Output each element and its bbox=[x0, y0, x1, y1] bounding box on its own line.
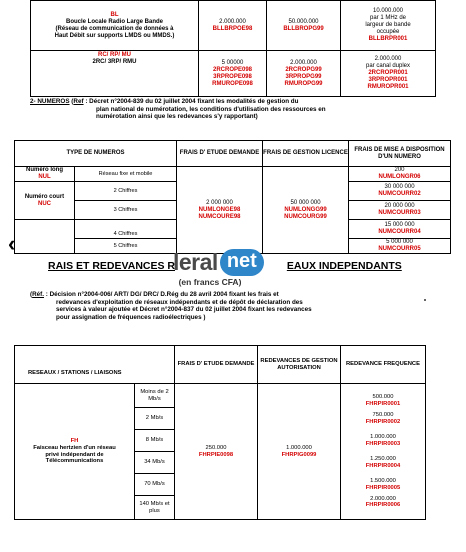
numero-long-label: Numéro long bbox=[26, 167, 63, 173]
reseaux-reference-text: (Réf. : Décision n°2004-006/ ART/ DG/ DRC/ D.Rég du 28 avril 2004 fixant les frais et redevances d'exploitation de réseaux indépendants et de dépôt de déclaration des services à valeur ajoutée et Décret n°2004-837 du 02 juillet 2004 fixant les redevances pour assignation de fréquences radioélectriques ) bbox=[30, 291, 450, 321]
mise-value: 200 bbox=[394, 167, 405, 173]
bl-etude-code: BLLBRPOE98 bbox=[212, 25, 253, 32]
speed-label: 34 Mb/s bbox=[135, 452, 175, 474]
freq-value: 1.250.000 bbox=[370, 455, 396, 462]
freq-code: FHRPIR0005 bbox=[365, 484, 401, 491]
speed-label: 2 Mb/s bbox=[135, 408, 175, 430]
table-row bbox=[15, 384, 426, 408]
rc-etude-code: 2RCROPE098 bbox=[212, 66, 253, 73]
speed-label: Moins de 2 Mb/s bbox=[135, 384, 175, 408]
speed-label: 70 Mb/s bbox=[135, 474, 175, 496]
rc-etude-code: RMUROPE098 bbox=[212, 80, 253, 87]
fh-desc-line: privé indépendant de bbox=[45, 451, 104, 458]
bl-desc-line: Boucle Locale Radio Large Bande bbox=[65, 18, 164, 25]
header-mise: FRAIS DE MISE A DISPOSITION D'UN NUMERO bbox=[349, 141, 451, 167]
bl-desc-line: (Réseau de communication de données à bbox=[55, 25, 174, 32]
mise-cell bbox=[349, 239, 451, 254]
mise-value: 5 000 000 bbox=[386, 239, 413, 245]
header-etude: FRAIS D' ETUDE DEMANDE bbox=[177, 141, 263, 167]
rc-freq-code: 3RPROPR001 bbox=[368, 77, 408, 83]
fh-etude-value: 250.000 bbox=[205, 444, 227, 451]
freq-cell bbox=[341, 408, 426, 430]
gestion-code: NUMCOURG99 bbox=[284, 213, 327, 220]
table-row bbox=[31, 51, 436, 97]
fh-desc-line: Télécommunications bbox=[45, 458, 104, 465]
bl-freq-code: BLLBRPR001 bbox=[368, 36, 408, 42]
bl-gestion-value: 50.000.000 bbox=[288, 18, 319, 25]
chiffres-label: 2 Chiffres bbox=[75, 182, 177, 201]
etude-code: NUMLONGE98 bbox=[198, 206, 241, 213]
freq-code: FHRPIR0001 bbox=[365, 400, 401, 407]
header-gestion: FRAIS DE GESTION LICENCE bbox=[263, 141, 349, 167]
freq-cell bbox=[341, 496, 426, 520]
gestion-code: NUMLONGG99 bbox=[284, 206, 327, 213]
etude-code: NUMCOURE98 bbox=[198, 213, 241, 220]
rc-gestion-cell bbox=[267, 51, 341, 97]
freq-cell bbox=[341, 452, 426, 474]
table-row bbox=[31, 1, 436, 51]
mise-cell bbox=[349, 167, 451, 182]
reseaux-independants-table bbox=[14, 345, 426, 520]
speed-label: 8 Mb/s bbox=[135, 430, 175, 452]
header-gestion: REDEVANCES DE GESTION AUTORISATION bbox=[258, 346, 341, 384]
freq-code: FHRPIR0002 bbox=[365, 418, 401, 425]
numero-court-label: Numéro court bbox=[24, 193, 65, 200]
numero-court-cell bbox=[15, 182, 75, 220]
freq-value: 750.000 bbox=[372, 411, 394, 418]
rc-freq-value: 2.000.000 bbox=[374, 56, 402, 62]
table-header-row bbox=[15, 141, 451, 167]
rc-etude-value: 5 00000 bbox=[221, 59, 244, 66]
previous-arrow-icon[interactable]: ‹ bbox=[8, 231, 16, 256]
licence-fees-table bbox=[30, 0, 436, 97]
mise-code: NUMCOURR02 bbox=[378, 191, 421, 197]
fh-gestion-cell bbox=[258, 384, 341, 520]
bl-freq-line: occupée bbox=[376, 29, 400, 35]
rc-gestion-value: 2.000.000 bbox=[290, 59, 317, 66]
table-header-row bbox=[15, 346, 426, 384]
mise-code: NUMCOURR05 bbox=[378, 246, 421, 252]
rc-description-cell bbox=[31, 51, 199, 97]
bl-gestion-cell bbox=[267, 1, 341, 51]
currency-subheading: (en francs CFA) bbox=[178, 277, 242, 287]
ref-text: plan national de numérotation, les conditions d'utilisation des ressources en bbox=[96, 105, 326, 113]
ref-label: Réf. bbox=[32, 291, 45, 298]
mise-code: NUMLONGR06 bbox=[378, 174, 421, 180]
chiffres-label: 5 Chiffres bbox=[75, 239, 177, 254]
mise-value: 30 000 000 bbox=[384, 184, 415, 190]
ref-text: services à valeur ajoutée et Décret n°2004-837 du 02 juillet 2004 fixant les redevances bbox=[56, 306, 312, 314]
logo-badge-text: net bbox=[226, 250, 257, 272]
ref-text: pour assignation de fréquences radioélectriques ) bbox=[56, 313, 206, 321]
fh-gestion-code: FHRPIG0099 bbox=[281, 451, 317, 458]
header-empty bbox=[135, 346, 175, 384]
logo-text: leral bbox=[173, 249, 218, 275]
freq-cell bbox=[341, 474, 426, 496]
freq-code: FHRPIR0004 bbox=[365, 462, 401, 469]
fh-description-cell bbox=[15, 384, 135, 520]
chiffres-label: 3 Chiffres bbox=[75, 201, 177, 220]
rc-freq-code: 2RCROPR001 bbox=[368, 70, 408, 76]
fixe-mobile-label: Réseau fixe et mobile bbox=[75, 167, 177, 182]
section-heading: 2- NUMEROS bbox=[30, 98, 70, 105]
rc-title: RC/ RP/ MU bbox=[98, 52, 131, 58]
mise-cell bbox=[349, 220, 451, 239]
fh-etude-code: FHRPIE0098 bbox=[198, 451, 234, 458]
freq-cell bbox=[341, 430, 426, 452]
leral-net-logo bbox=[173, 249, 264, 277]
rc-subtitle: 2RC/ 3RP/ RMU bbox=[92, 59, 137, 65]
mise-value: 15 000 000 bbox=[384, 222, 415, 228]
rc-frequence-cell bbox=[341, 51, 436, 97]
bl-description-cell bbox=[31, 1, 199, 51]
bl-gestion-code: BLLBROPG99 bbox=[283, 25, 324, 32]
etude-value: 2 000 000 bbox=[206, 199, 233, 206]
ref-text: numérotation ainsi que les redevances s'y rapportant) bbox=[96, 113, 258, 121]
rc-freq-sub: par canal duplex bbox=[365, 63, 411, 69]
section-title-left: RAIS ET REDEVANCES R bbox=[48, 260, 175, 272]
freq-value: 1.000.000 bbox=[370, 433, 396, 440]
numeros-table bbox=[14, 140, 451, 254]
freq-value: 500.000 bbox=[372, 393, 394, 400]
mise-code: NUMCOURR04 bbox=[378, 229, 421, 235]
fh-etude-cell bbox=[175, 384, 258, 520]
table-row bbox=[15, 167, 451, 182]
bl-freq-line: largeur de bande bbox=[365, 22, 411, 28]
rc-etude-code: 3RPROPE098 bbox=[213, 73, 252, 80]
rc-gestion-code: RMUROPG99 bbox=[284, 80, 323, 87]
logo-badge bbox=[220, 249, 264, 276]
bl-etude-cell bbox=[199, 1, 267, 51]
mise-cell bbox=[349, 201, 451, 220]
empty-cell bbox=[15, 220, 75, 254]
chiffres-label: 4 Chiffres bbox=[75, 220, 177, 239]
fh-desc-line: Faisceau hertzien d'un réseau bbox=[33, 444, 116, 451]
rc-gestion-code: 3RPROPG99 bbox=[285, 73, 322, 80]
bl-desc-line: Haut Débit sur supports LMDS ou MMDS.) bbox=[54, 32, 175, 39]
freq-value: 1.500.000 bbox=[370, 477, 396, 484]
ref-label: Ref bbox=[73, 98, 84, 105]
freq-code: FHRPIR0003 bbox=[365, 440, 401, 447]
freq-cell bbox=[341, 384, 426, 408]
ref-text: redevances d'exploitation de réseaux indépendants et de dépôt de déclaration des bbox=[56, 298, 303, 306]
speed-label: 140 Mb/s et plus bbox=[135, 496, 175, 520]
gestion-cell bbox=[263, 167, 349, 254]
ref-text: : Décision n°2004-006/ ART/ DG/ DRC/ D.Rég du 28 avril 2004 fixant les frais et bbox=[45, 291, 279, 298]
numero-long-code: NUL bbox=[38, 174, 51, 180]
header-type: TYPE DE NUMEROS bbox=[15, 141, 177, 167]
bl-etude-value: 2.000.000 bbox=[219, 18, 246, 25]
section-title-right: EAUX INDEPENDANTS bbox=[286, 260, 402, 272]
page-mark bbox=[424, 299, 426, 301]
mise-code: NUMCOURR03 bbox=[378, 210, 421, 216]
fh-code: FH bbox=[70, 437, 79, 444]
mise-value: 20 000 000 bbox=[384, 203, 415, 209]
fh-gestion-value: 1.000.000 bbox=[286, 444, 312, 451]
bl-frequence-cell bbox=[341, 1, 436, 51]
numero-long-cell bbox=[15, 167, 75, 182]
header-frequence: REDEVANCE FREQUENCE bbox=[341, 346, 426, 384]
ref-text: : Décret n°2004-839 du 02 juillet 2004 fixant les modalités de gestion du bbox=[85, 98, 299, 105]
bl-freq-line: 10.000.000 bbox=[372, 8, 404, 14]
header-reseaux: RESEAUX / STATIONS / LIAISONS bbox=[15, 346, 135, 384]
numero-court-code: NUC bbox=[38, 200, 51, 207]
rc-etude-cell bbox=[199, 51, 267, 97]
bl-freq-line: par 1 MHz de bbox=[369, 15, 406, 21]
rc-freq-code: RMUROPR001 bbox=[367, 84, 409, 90]
freq-code: FHRPIR0006 bbox=[365, 502, 401, 509]
header-etude: FRAIS D' ETUDE DEMANDE bbox=[175, 346, 258, 384]
bl-title: BL bbox=[110, 11, 119, 18]
rc-gestion-code: 2RCROPG99 bbox=[285, 66, 322, 73]
freq-value: 2.000.000 bbox=[370, 495, 396, 502]
numeros-reference-text: 2- NUMEROS (Ref : Décret n°2004-839 du 02 juillet 2004 fixant les modalités de gestion du plan national de numérotation, les conditions d'utilisation des ressources en numérotation ainsi que les redevances s'y rapportant) bbox=[30, 98, 440, 121]
gestion-value: 50 000 000 bbox=[290, 199, 321, 206]
etude-cell bbox=[177, 167, 263, 254]
mise-cell bbox=[349, 182, 451, 201]
